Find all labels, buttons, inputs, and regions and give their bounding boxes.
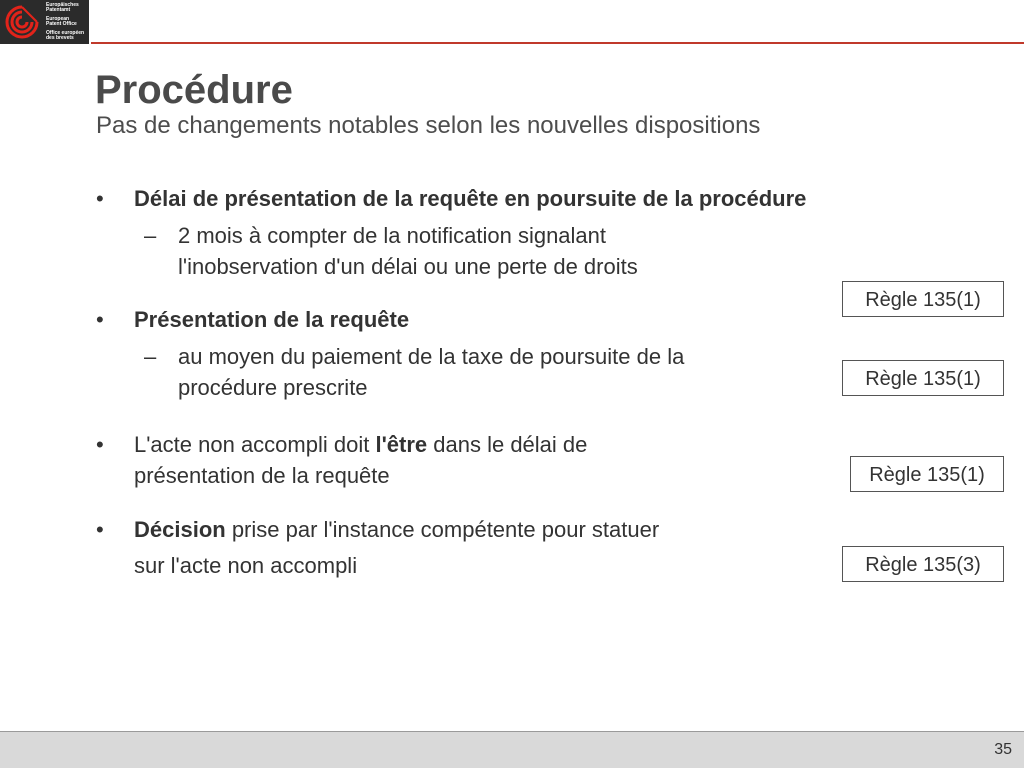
bullet-marker: • [96, 186, 104, 211]
bullet-marker: • [96, 517, 104, 542]
sub-bullet-text: au moyen du paiement de la taxe de poursuite de la [178, 344, 685, 369]
bullet-text-post: dans le délai de [427, 432, 588, 457]
bullet-text: sur l'acte non accompli [134, 553, 358, 578]
logo-line: Patent Office [46, 21, 77, 28]
logo-line: Patentamt [46, 7, 71, 14]
bullet-text: présentation de la requête [134, 463, 390, 488]
rule-reference-box: Règle 135(3) [842, 546, 1004, 582]
sub-bullet-text: l'inobservation d'un délai ou une perte de droits [178, 254, 638, 279]
rule-reference-box: Règle 135(1) [842, 360, 1004, 396]
epo-logo-text [46, 3, 88, 41]
logo-line: Europäisches [46, 2, 79, 8]
header-divider [91, 42, 1024, 44]
slide-title: Procédure [95, 68, 293, 112]
bullet-text-pre: L'acte non accompli doit [134, 432, 376, 457]
logo-line: Office européen [46, 29, 85, 36]
rule-reference-box: Règle 135(1) [842, 281, 1004, 317]
rule-reference-box: Règle 135(1) [850, 456, 1004, 492]
bullet-text [134, 429, 587, 460]
sub-bullet-marker: – [144, 344, 157, 369]
bullet-text: Présentation de la requête [134, 307, 410, 332]
sub-bullet-marker: – [144, 223, 157, 248]
bullet-text: Délai de présentation de la requête en poursuite de la procédure [134, 186, 807, 211]
bullet-text-post: prise par l'instance compétente pour statuer [225, 517, 660, 542]
sub-bullet-text: 2 mois à compter de la notification signalant [178, 223, 607, 248]
slide-subtitle: Pas de changements notables selon les nouvelles dispositions [96, 112, 761, 139]
sub-bullet-text: procédure prescrite [178, 375, 368, 400]
bullet-marker: • [96, 307, 104, 332]
bullet-text-bold: Décision [134, 517, 226, 542]
footer-bar [0, 731, 1024, 768]
bullet-text-bold: l'être [375, 432, 428, 457]
epo-logo [0, 0, 89, 44]
bullet-marker: • [96, 432, 104, 457]
logo-line: des brevets [46, 35, 74, 42]
logo-line: European [46, 15, 70, 22]
bullet-text [134, 514, 659, 545]
epo-logo-mark-icon [4, 3, 40, 41]
page-number: 35 [994, 741, 1012, 758]
